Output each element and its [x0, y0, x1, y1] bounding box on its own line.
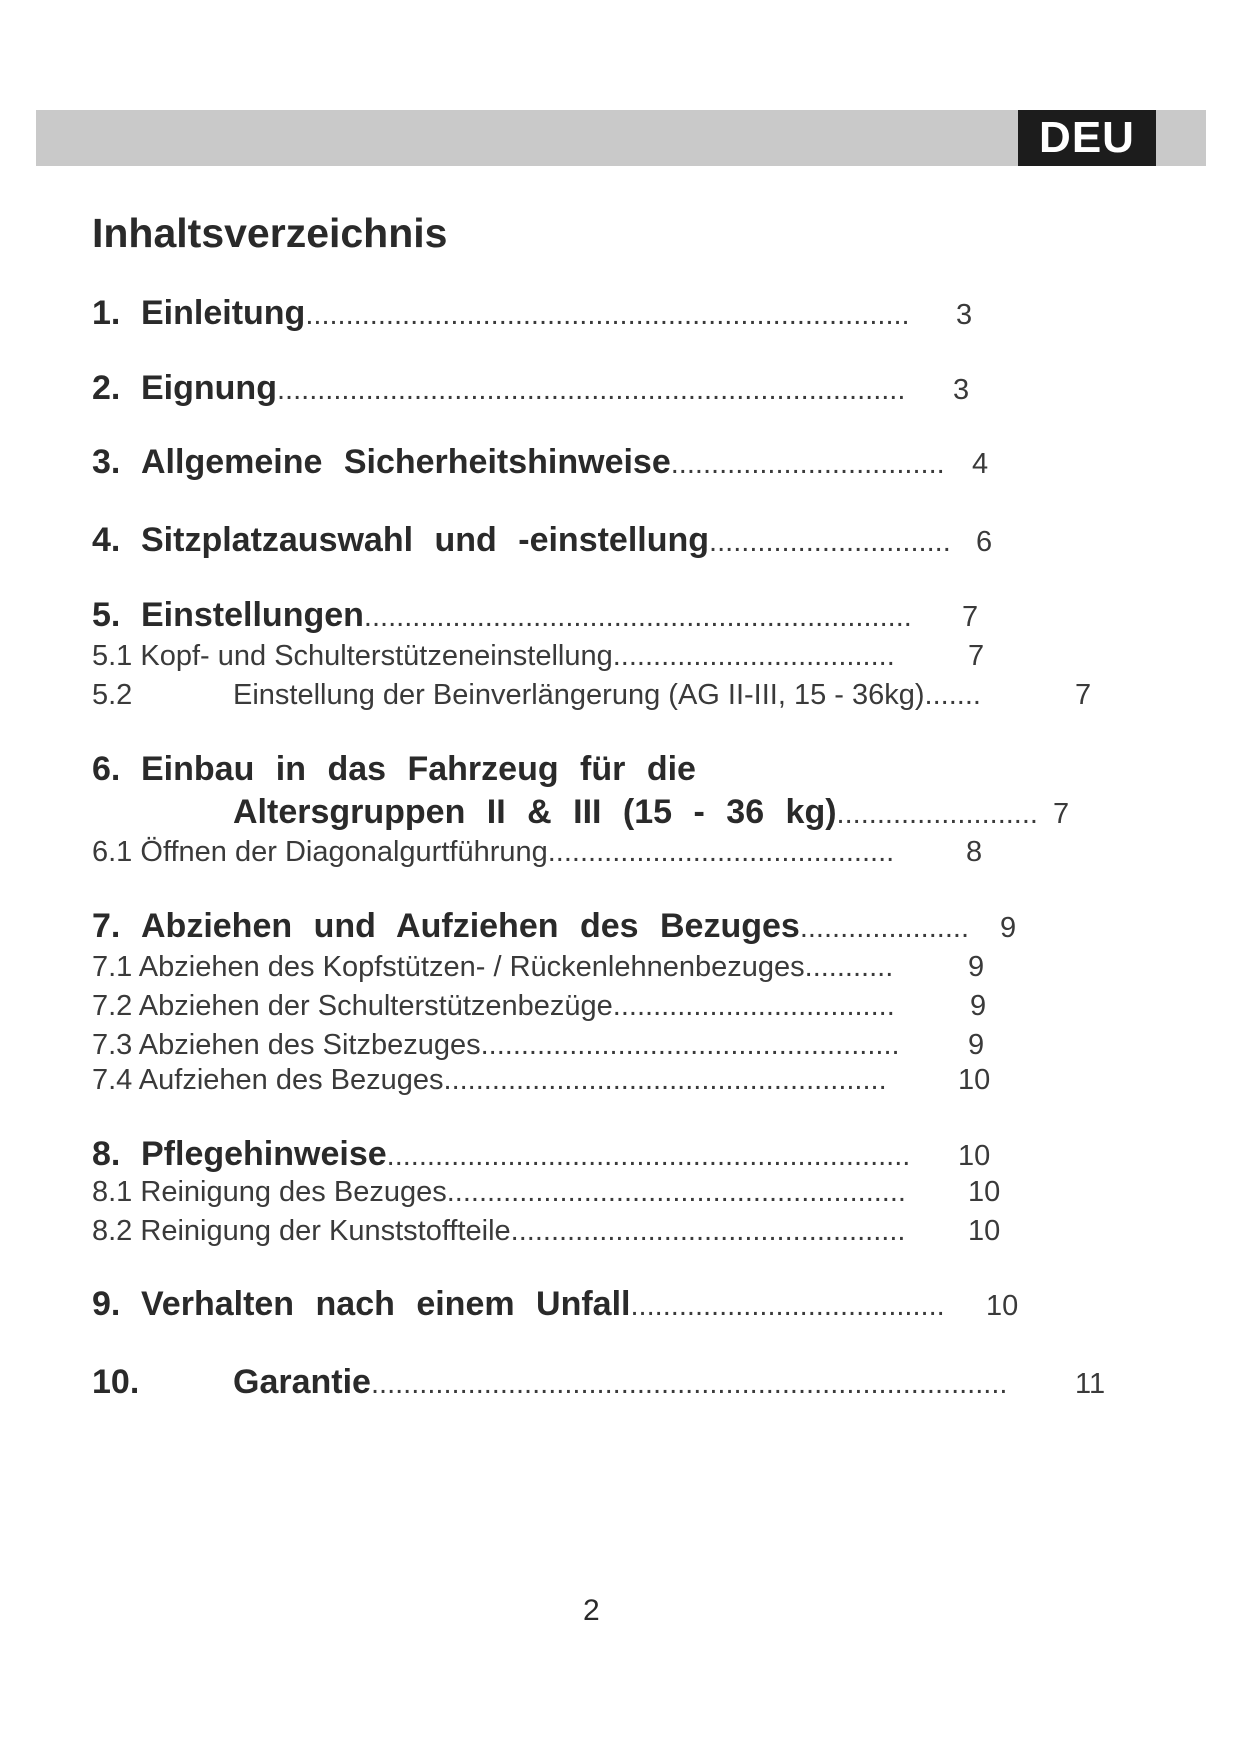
toc-entry-dots: ....................................................	[480, 1029, 900, 1061]
toc-entry-label: Reinigung der Kunststoffteile	[140, 1215, 511, 1247]
toc-entry-page: 11	[1075, 1368, 1106, 1400]
toc-entry-label: Einleitung	[141, 294, 306, 332]
toc-entry	[92, 596, 912, 635]
toc-entry	[92, 1363, 1007, 1402]
toc-entry-page: 10	[968, 1176, 1001, 1208]
toc-entry-page: 10	[958, 1064, 991, 1096]
toc-entry	[92, 294, 910, 333]
toc-entry-page: 7	[1075, 679, 1092, 711]
toc-entry-dots: .....................	[799, 912, 970, 944]
toc-entry-label-line2: Altersgruppen II & III (15 - 36 kg)	[233, 793, 837, 831]
toc-entry	[92, 443, 945, 482]
toc-entry-number: 10.	[92, 1363, 140, 1401]
toc-entry-dots: ...........	[804, 951, 894, 983]
toc-entry-page: 3	[956, 299, 973, 331]
toc-entry-page: 10	[986, 1290, 1019, 1322]
toc-entry-label: Abziehen der Schulterstützenbezüge	[138, 990, 613, 1022]
toc-entry-page: 7	[968, 640, 985, 672]
toc-entry-number: 3.	[92, 443, 121, 481]
language-badge: DEU	[1018, 110, 1156, 166]
toc-entry-dots: .......	[924, 679, 981, 711]
toc-entry-page: 9	[1000, 912, 1017, 944]
toc-entry	[92, 1135, 910, 1174]
toc-entry-label: Abziehen und Aufziehen des Bezuges	[141, 907, 800, 945]
toc-entry-number: 5.	[92, 596, 121, 634]
toc-subentry	[92, 640, 895, 673]
toc-entry-dots: ...................................	[612, 640, 895, 672]
toc-entry-page: 4	[972, 448, 989, 480]
toc-entry-number: 6.	[92, 750, 121, 788]
toc-entry-dots: ...................................	[612, 990, 895, 1022]
toc-entry-page: 10	[968, 1215, 1001, 1247]
toc-entry-label: Einstellung der Beinverlängerung (AG II-III, 15 - 36kg)	[233, 679, 925, 711]
toc-entry-dots: .................................................................	[386, 1140, 911, 1172]
toc-entry-label: Reinigung des Bezuges	[140, 1176, 447, 1208]
toc-entry-number: 7.4	[92, 1064, 133, 1096]
toc-entry-label: Abziehen des Kopfstützen- / Rückenlehnenbezuges	[138, 951, 805, 983]
toc-entry-page: 9	[970, 990, 987, 1022]
toc-entry-number: 9.	[92, 1285, 121, 1323]
toc-entry-number: 5.1	[92, 640, 133, 672]
toc-entry-dots: ..............................	[709, 526, 951, 558]
toc-entry-label: Einstellungen	[141, 596, 364, 634]
toc-entry-number: 8.2	[92, 1215, 133, 1247]
toc-entry-page: 9	[968, 951, 985, 983]
toc-entry-dots: ...........................................................................	[305, 299, 910, 331]
toc-entry-dots: .......................................................	[443, 1064, 887, 1096]
toc-entry-dots: ...........................................	[547, 836, 895, 868]
toc-entry-page: 6	[976, 526, 993, 558]
toc-entry-dots: .........................	[836, 798, 1038, 830]
toc-entry-number: 6.1	[92, 836, 133, 868]
toc-entry-label: Sitzplatzauswahl und -einstellung	[141, 521, 710, 559]
toc-entry-dots: ..................................	[670, 448, 945, 480]
toc-entry-number: 8.	[92, 1135, 121, 1173]
toc-entry-number: 7.1	[92, 951, 133, 983]
toc-entry	[92, 521, 951, 560]
toc-entry-page: 10	[958, 1140, 991, 1172]
toc-subentry	[92, 679, 981, 712]
toc-entry-label: Einbau in das Fahrzeug für die	[141, 750, 696, 788]
toc-entry-number: 7.	[92, 907, 121, 945]
toc-entry-page: 8	[966, 836, 983, 868]
toc-entry-page: 9	[968, 1029, 985, 1061]
toc-entry-continuation	[233, 793, 1038, 832]
toc-entry-label: Garantie	[233, 1363, 371, 1401]
toc-entry-dots: .......................................	[630, 1290, 945, 1322]
toc-entry-dots: ...............................................................................	[370, 1368, 1008, 1400]
toc-entry	[92, 750, 696, 789]
toc-entry-label: Allgemeine Sicherheitshinweise	[141, 443, 671, 481]
toc-entry-label: Aufziehen des Bezuges	[138, 1064, 444, 1096]
toc-entry-dots: .................................................	[510, 1215, 906, 1247]
toc-entry-label: Abziehen des Sitzbezuges	[138, 1029, 481, 1061]
toc-entry-page: 7	[962, 601, 979, 633]
toc-entry-label: Öffnen der Diagonalgurtführung	[140, 836, 548, 868]
toc-entry	[92, 1285, 945, 1324]
toc-entry-number: 7.3	[92, 1029, 133, 1061]
toc-subentry	[92, 836, 894, 869]
toc-entry-number: 5.2	[92, 679, 133, 711]
toc-subentry	[92, 1176, 906, 1209]
page-number: 2	[583, 1594, 600, 1627]
toc-entry	[92, 369, 905, 408]
toc-subentry	[92, 990, 895, 1023]
toc-subentry	[92, 1215, 905, 1248]
toc-entry-dots: ..............................................................................	[276, 374, 906, 406]
toc-subentry	[92, 951, 893, 984]
toc-entry-number: 4.	[92, 521, 121, 559]
toc-entry-dots: .........................................................	[446, 1176, 906, 1208]
toc-entry-label: Pflegehinweise	[141, 1135, 387, 1173]
toc-entry-label: Verhalten nach einem Unfall	[141, 1285, 631, 1323]
toc-entry-page: 3	[953, 374, 970, 406]
toc-entry-number: 7.2	[92, 990, 133, 1022]
toc-entry-page: 7	[1053, 798, 1070, 830]
toc-entry-dots: ....................................................................	[363, 601, 912, 633]
toc-subentry	[92, 1029, 900, 1062]
toc-entry-label: Eignung	[141, 369, 277, 407]
toc-entry-number: 2.	[92, 369, 121, 407]
toc-subentry	[92, 1064, 887, 1097]
toc-entry-number: 1.	[92, 294, 121, 332]
toc-entry-number: 8.1	[92, 1176, 133, 1208]
toc-entry-label: Kopf- und Schulterstützeneinstellung	[140, 640, 613, 672]
toc-title: Inhaltsverzeichnis	[92, 210, 448, 256]
toc-entry	[92, 907, 969, 946]
